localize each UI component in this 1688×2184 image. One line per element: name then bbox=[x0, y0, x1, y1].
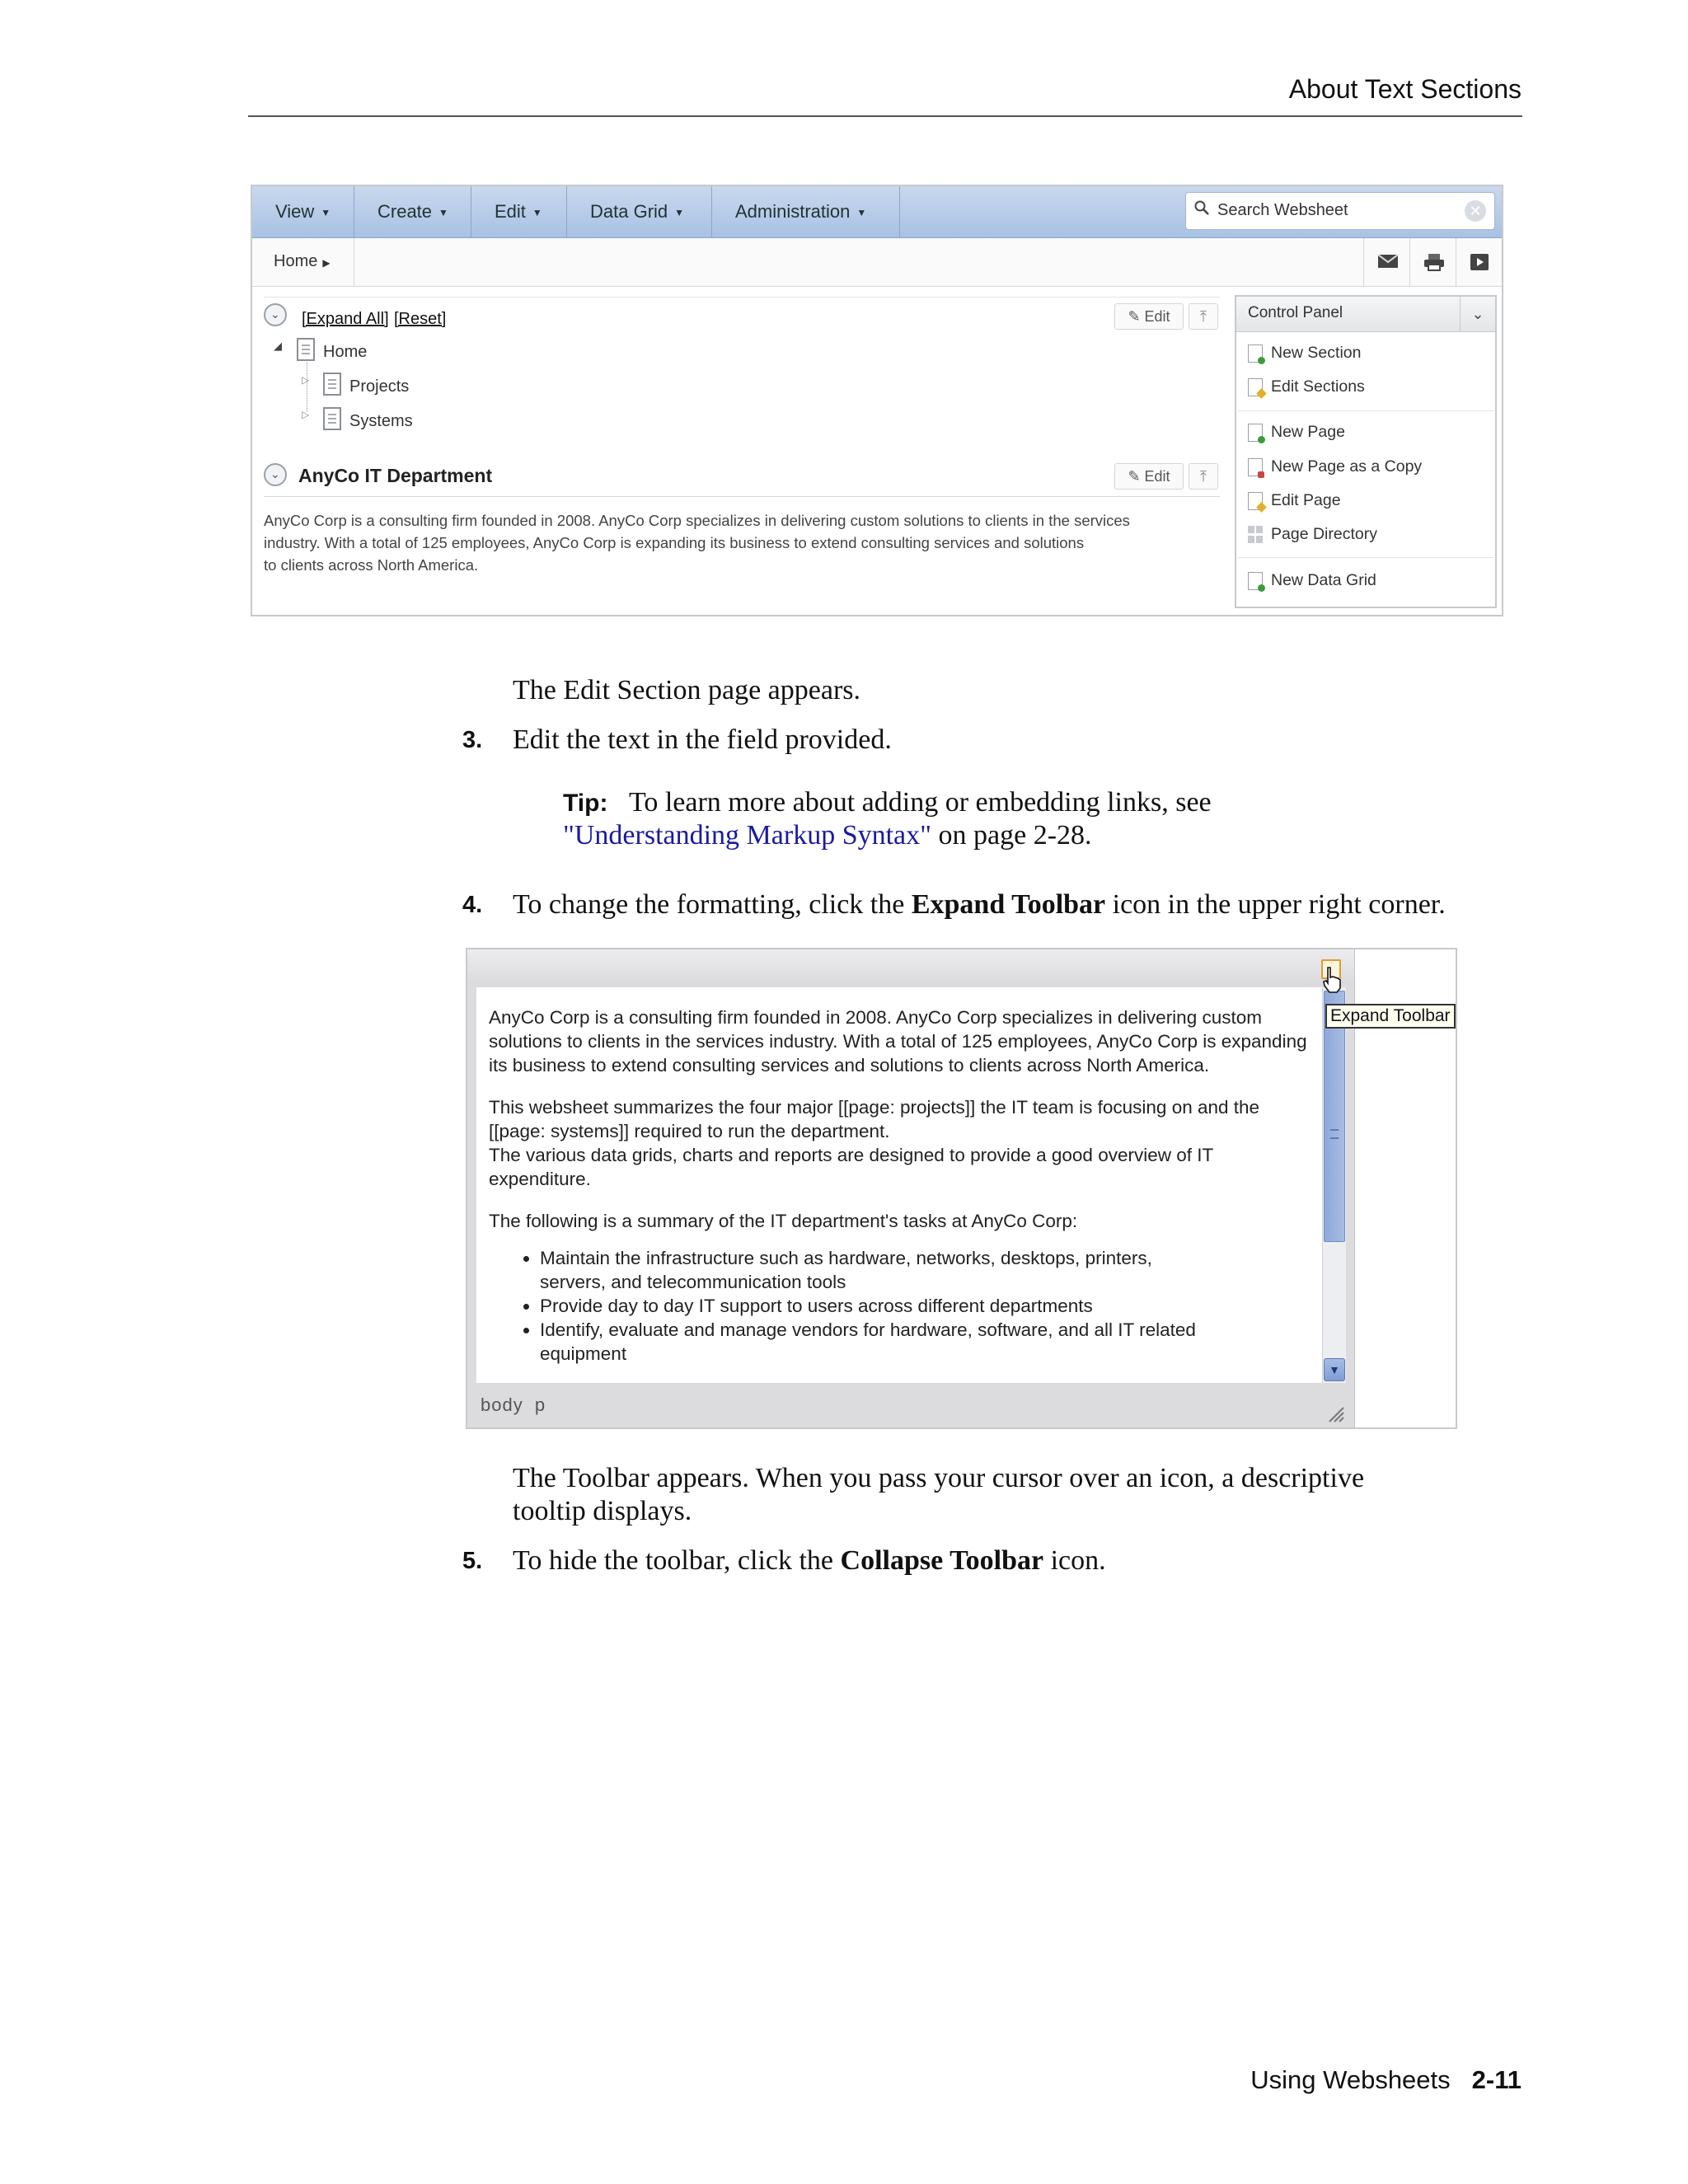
email-button[interactable] bbox=[1363, 238, 1409, 286]
menu-administration[interactable]: Administration ▼ bbox=[712, 186, 900, 237]
search-icon bbox=[1194, 200, 1209, 215]
new-page-icon bbox=[1248, 424, 1263, 442]
clear-search-icon[interactable]: ✕ bbox=[1465, 200, 1486, 222]
section-body: AnyCo Corp is a consulting firm founded in 2008. AnyCo Corp specializes in delivering custom solutions to clients in the services industry. With a total of 125 employees, AnyCo Corp is expanding its business to extend consulting services and solutions to clients across North America. bbox=[264, 512, 1130, 574]
tree-expand-icon[interactable]: ▷ bbox=[302, 409, 310, 420]
step-text: To change the formatting, click the Expand Toolbar icon in the upper right corner. bbox=[513, 889, 1446, 920]
tree-expand-icon[interactable]: ▷ bbox=[302, 374, 310, 386]
menu-edit[interactable]: Edit ▼ bbox=[471, 186, 567, 237]
step-text: To hide the toolbar, click the Collapse Toolbar icon. bbox=[513, 1545, 1106, 1576]
tip-note-line2: "Understanding Markup Syntax" on page 2-28. bbox=[563, 820, 1092, 851]
new-data-grid-icon bbox=[1248, 572, 1263, 590]
menu-create[interactable]: Create ▼ bbox=[354, 186, 471, 237]
scroll-down-icon[interactable]: ▼ bbox=[1324, 1358, 1345, 1381]
new-section-icon bbox=[1248, 344, 1263, 363]
collapse-section-icon[interactable]: ⌄ bbox=[264, 463, 287, 486]
move-up-button[interactable]: ⤒ bbox=[1189, 463, 1218, 490]
control-panel bbox=[1235, 295, 1497, 608]
edit-sections-icon bbox=[1248, 378, 1263, 396]
menu-data-grid[interactable]: Data Grid ▼ bbox=[567, 186, 712, 237]
edit-page-item[interactable]: Edit Page bbox=[1248, 489, 1341, 512]
editor-paragraph: This websheet summarizes the four major [[page: projects]] the IT team is focusing on and the [[page: systems]] required to run the department. The various data grids, charts and reports are designed to provide a good overview of IT expenditure. bbox=[489, 1097, 1260, 1189]
list-item: • Provide day to day IT support to users across different departments bbox=[540, 1294, 1313, 1318]
step-text: Edit the text in the field provided. bbox=[513, 724, 892, 755]
presentation-button[interactable] bbox=[1456, 238, 1502, 286]
editor-paragraph: AnyCo Corp is a consulting firm founded in 2008. AnyCo Corp specializes in delivering custom solutions to clients in the services industry. With a total of 125 employees, AnyCo Corp is expanding its business to extend consulting services and solutions to clients across North America. bbox=[489, 1007, 1307, 1076]
editor-bullet-list bbox=[489, 1246, 1313, 1366]
edit-nav-button[interactable]: ✎ Edit bbox=[1114, 303, 1184, 330]
edit-sections-item[interactable]: Edit Sections bbox=[1248, 375, 1365, 398]
tooltip: Expand Toolbar bbox=[1325, 1004, 1456, 1029]
print-button[interactable] bbox=[1409, 238, 1456, 286]
list-item: • Maintain the infrastructure such as hardware, networks, desktops, printers, servers, and telecommunication tools bbox=[540, 1246, 1313, 1294]
cross-reference-link[interactable]: "Understanding Markup Syntax" bbox=[563, 820, 932, 851]
collapse-section-icon[interactable]: ⌄ bbox=[264, 303, 287, 326]
new-page-copy-item[interactable]: New Page as a Copy bbox=[1248, 455, 1422, 478]
editor-paragraph: The following is a summary of the IT department's tasks at AnyCo Corp: bbox=[489, 1211, 1078, 1231]
text-editor-area[interactable] bbox=[476, 987, 1330, 1383]
tree-collapse-icon[interactable]: ◢ bbox=[274, 340, 282, 352]
new-section-item[interactable]: New Section bbox=[1248, 341, 1361, 364]
instruction-text: tooltip displays. bbox=[513, 1496, 692, 1526]
new-page-item[interactable]: New Page bbox=[1248, 420, 1345, 443]
editor-screenshot bbox=[466, 948, 1457, 1429]
control-panel-header[interactable]: Control Panel ⌄ bbox=[1236, 297, 1495, 332]
websheet-menu-bar bbox=[252, 186, 1502, 238]
list-item: • Identify, evaluate and manage vendors for hardware, software, and all IT related equipment bbox=[540, 1318, 1313, 1366]
editor-toolbar-collapsed bbox=[467, 949, 1354, 986]
breadcrumb-bar bbox=[252, 238, 1502, 287]
footer-section: Using Websheets bbox=[1250, 2065, 1451, 2094]
resize-grip-icon[interactable] bbox=[1326, 1404, 1344, 1422]
reset-link[interactable]: [Reset] bbox=[394, 310, 447, 328]
page-directory-icon bbox=[1248, 526, 1263, 544]
edit-section-button[interactable]: ✎ Edit bbox=[1114, 463, 1184, 490]
print-icon bbox=[1423, 253, 1445, 271]
step-number: 5. bbox=[462, 1548, 483, 1574]
running-footer bbox=[1250, 2065, 1522, 2095]
page-number: 2-11 bbox=[1471, 2065, 1522, 2094]
present-icon bbox=[1470, 253, 1489, 271]
step-number: 3. bbox=[462, 727, 483, 753]
chevron-down-icon[interactable]: ⌄ bbox=[1460, 297, 1495, 331]
search-input[interactable] bbox=[1185, 192, 1495, 230]
move-up-button[interactable]: ⤒ bbox=[1189, 303, 1218, 330]
tip-label: Tip: bbox=[563, 790, 608, 817]
tree-item-home[interactable]: Home bbox=[323, 343, 368, 361]
element-path: body p bbox=[481, 1394, 546, 1415]
breadcrumb[interactable]: Home ▶ bbox=[274, 252, 331, 270]
page-icon bbox=[323, 407, 341, 430]
page-icon bbox=[297, 338, 315, 361]
edit-page-icon bbox=[1248, 492, 1263, 510]
copy-page-icon bbox=[1248, 458, 1263, 476]
tip-note: Tip: To learn more about adding or embedding links, see bbox=[563, 787, 1212, 818]
hand-cursor-icon bbox=[1321, 966, 1343, 994]
header-rule bbox=[248, 115, 1522, 117]
menu-view[interactable]: View ▼ bbox=[252, 186, 354, 237]
new-data-grid-item[interactable]: New Data Grid bbox=[1248, 569, 1376, 592]
websheet-screenshot bbox=[251, 185, 1503, 616]
step-number: 4. bbox=[462, 892, 483, 918]
tree-item-systems[interactable]: Systems bbox=[349, 412, 413, 430]
page-icon bbox=[323, 373, 341, 396]
instruction-text: The Edit Section page appears. bbox=[513, 675, 861, 705]
running-header: About Text Sections bbox=[1288, 74, 1522, 104]
mail-icon bbox=[1377, 253, 1399, 269]
page-directory-item[interactable]: Page Directory bbox=[1248, 523, 1377, 546]
expand-all-link[interactable]: [Expand All] bbox=[302, 310, 389, 328]
scrollbar-grip bbox=[1330, 1129, 1339, 1139]
tree-item-projects[interactable]: Projects bbox=[349, 377, 410, 396]
search-placeholder: Search Websheet bbox=[1217, 201, 1348, 219]
editor-status-bar bbox=[467, 1383, 1354, 1427]
instruction-text: The Toolbar appears. When you pass your cursor over an icon, a descriptive bbox=[513, 1463, 1365, 1493]
section-title: AnyCo IT Department bbox=[298, 465, 493, 486]
